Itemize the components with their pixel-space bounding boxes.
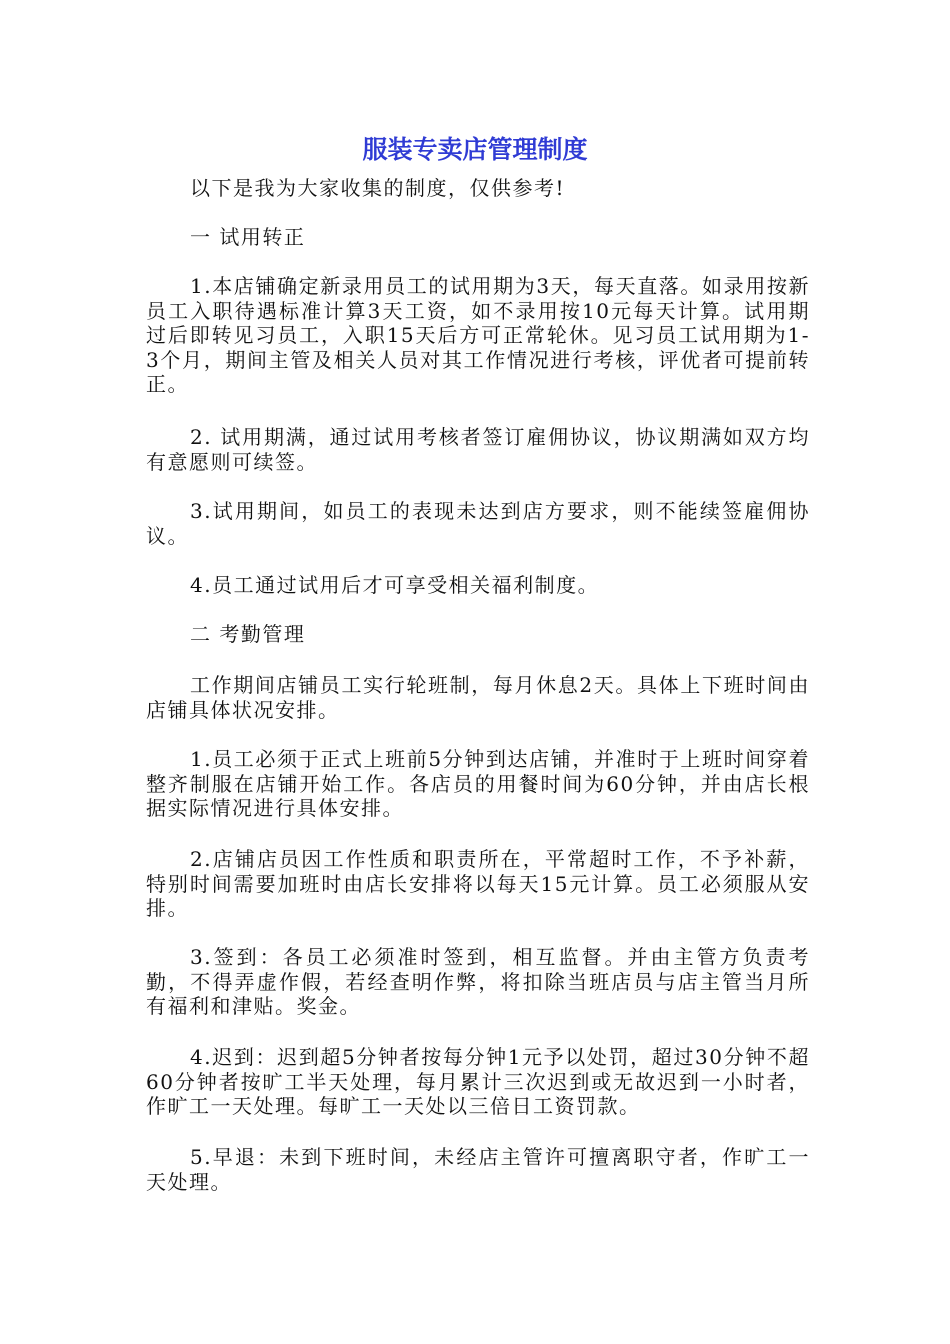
probation-item-4: 4.员工通过试用后才可享受相关福利制度。 [190, 573, 600, 597]
attendance-item-4: 4.迟到：迟到超5分钟者按每分钟1元予以处罚，超过30分钟不超60分钟者按旷工半天处理，每月累计三次迟到或无故迟到一小时者，作旷工一天处理。每旷工一天处以三倍日工资罚款。 [146, 1045, 810, 1118]
probation-item-2: 2. 试用期满，通过试用考核者签订雇佣协议，协议期满如双方均有意愿则可续签。 [146, 425, 810, 474]
probation-item-3: 3.试用期间，如员工的表现未达到店方要求，则不能续签雇佣协议。 [146, 499, 810, 548]
attendance-item-1: 1.员工必须于正式上班前5分钟到达店铺，并准时于上班时间穿着整齐制服在店铺开始工作。各店员的用餐时间为60分钟，并由店长根据实际情况进行具体安排。 [146, 747, 810, 820]
intro-paragraph: 以下是我为大家收集的制度，仅供参考! [190, 176, 566, 200]
attendance-intro: 工作期间店铺员工实行轮班制，每月休息2天。具体上下班时间由店铺具体状况安排。 [146, 673, 810, 722]
document-title: 服装专卖店管理制度 [362, 135, 588, 164]
section-heading-probation: 一 试用转正 [190, 225, 306, 249]
probation-item-1: 1.本店铺确定新录用员工的试用期为3天，每天直落。如录用按新员工入职待遇标准计算3天工资，如不录用按10元每天计算。试用期过后即转见习员工，入职15天后方可正常轮休。见习员工试用期为1-3个月，期间主管及相关人员对其工作情况进行考核，评优者可提前转正。 [146, 274, 810, 396]
attendance-item-5: 5.早退：未到下班时间，未经店主管许可擅离职守者，作旷工一天处理。 [146, 1145, 810, 1194]
attendance-item-2: 2.店铺店员因工作性质和职责所在，平常超时工作，不予补薪，特别时间需要加班时由店长安排将以每天15元计算。员工必须服从安排。 [146, 847, 810, 920]
section-heading-attendance: 二 考勤管理 [190, 622, 306, 646]
attendance-item-3: 3.签到：各员工必须准时签到，相互监督。并由主管方负责考勤，不得弄虚作假，若经查明作弊，将扣除当班店员与店主管当月所有福利和津贴。奖金。 [146, 945, 810, 1018]
